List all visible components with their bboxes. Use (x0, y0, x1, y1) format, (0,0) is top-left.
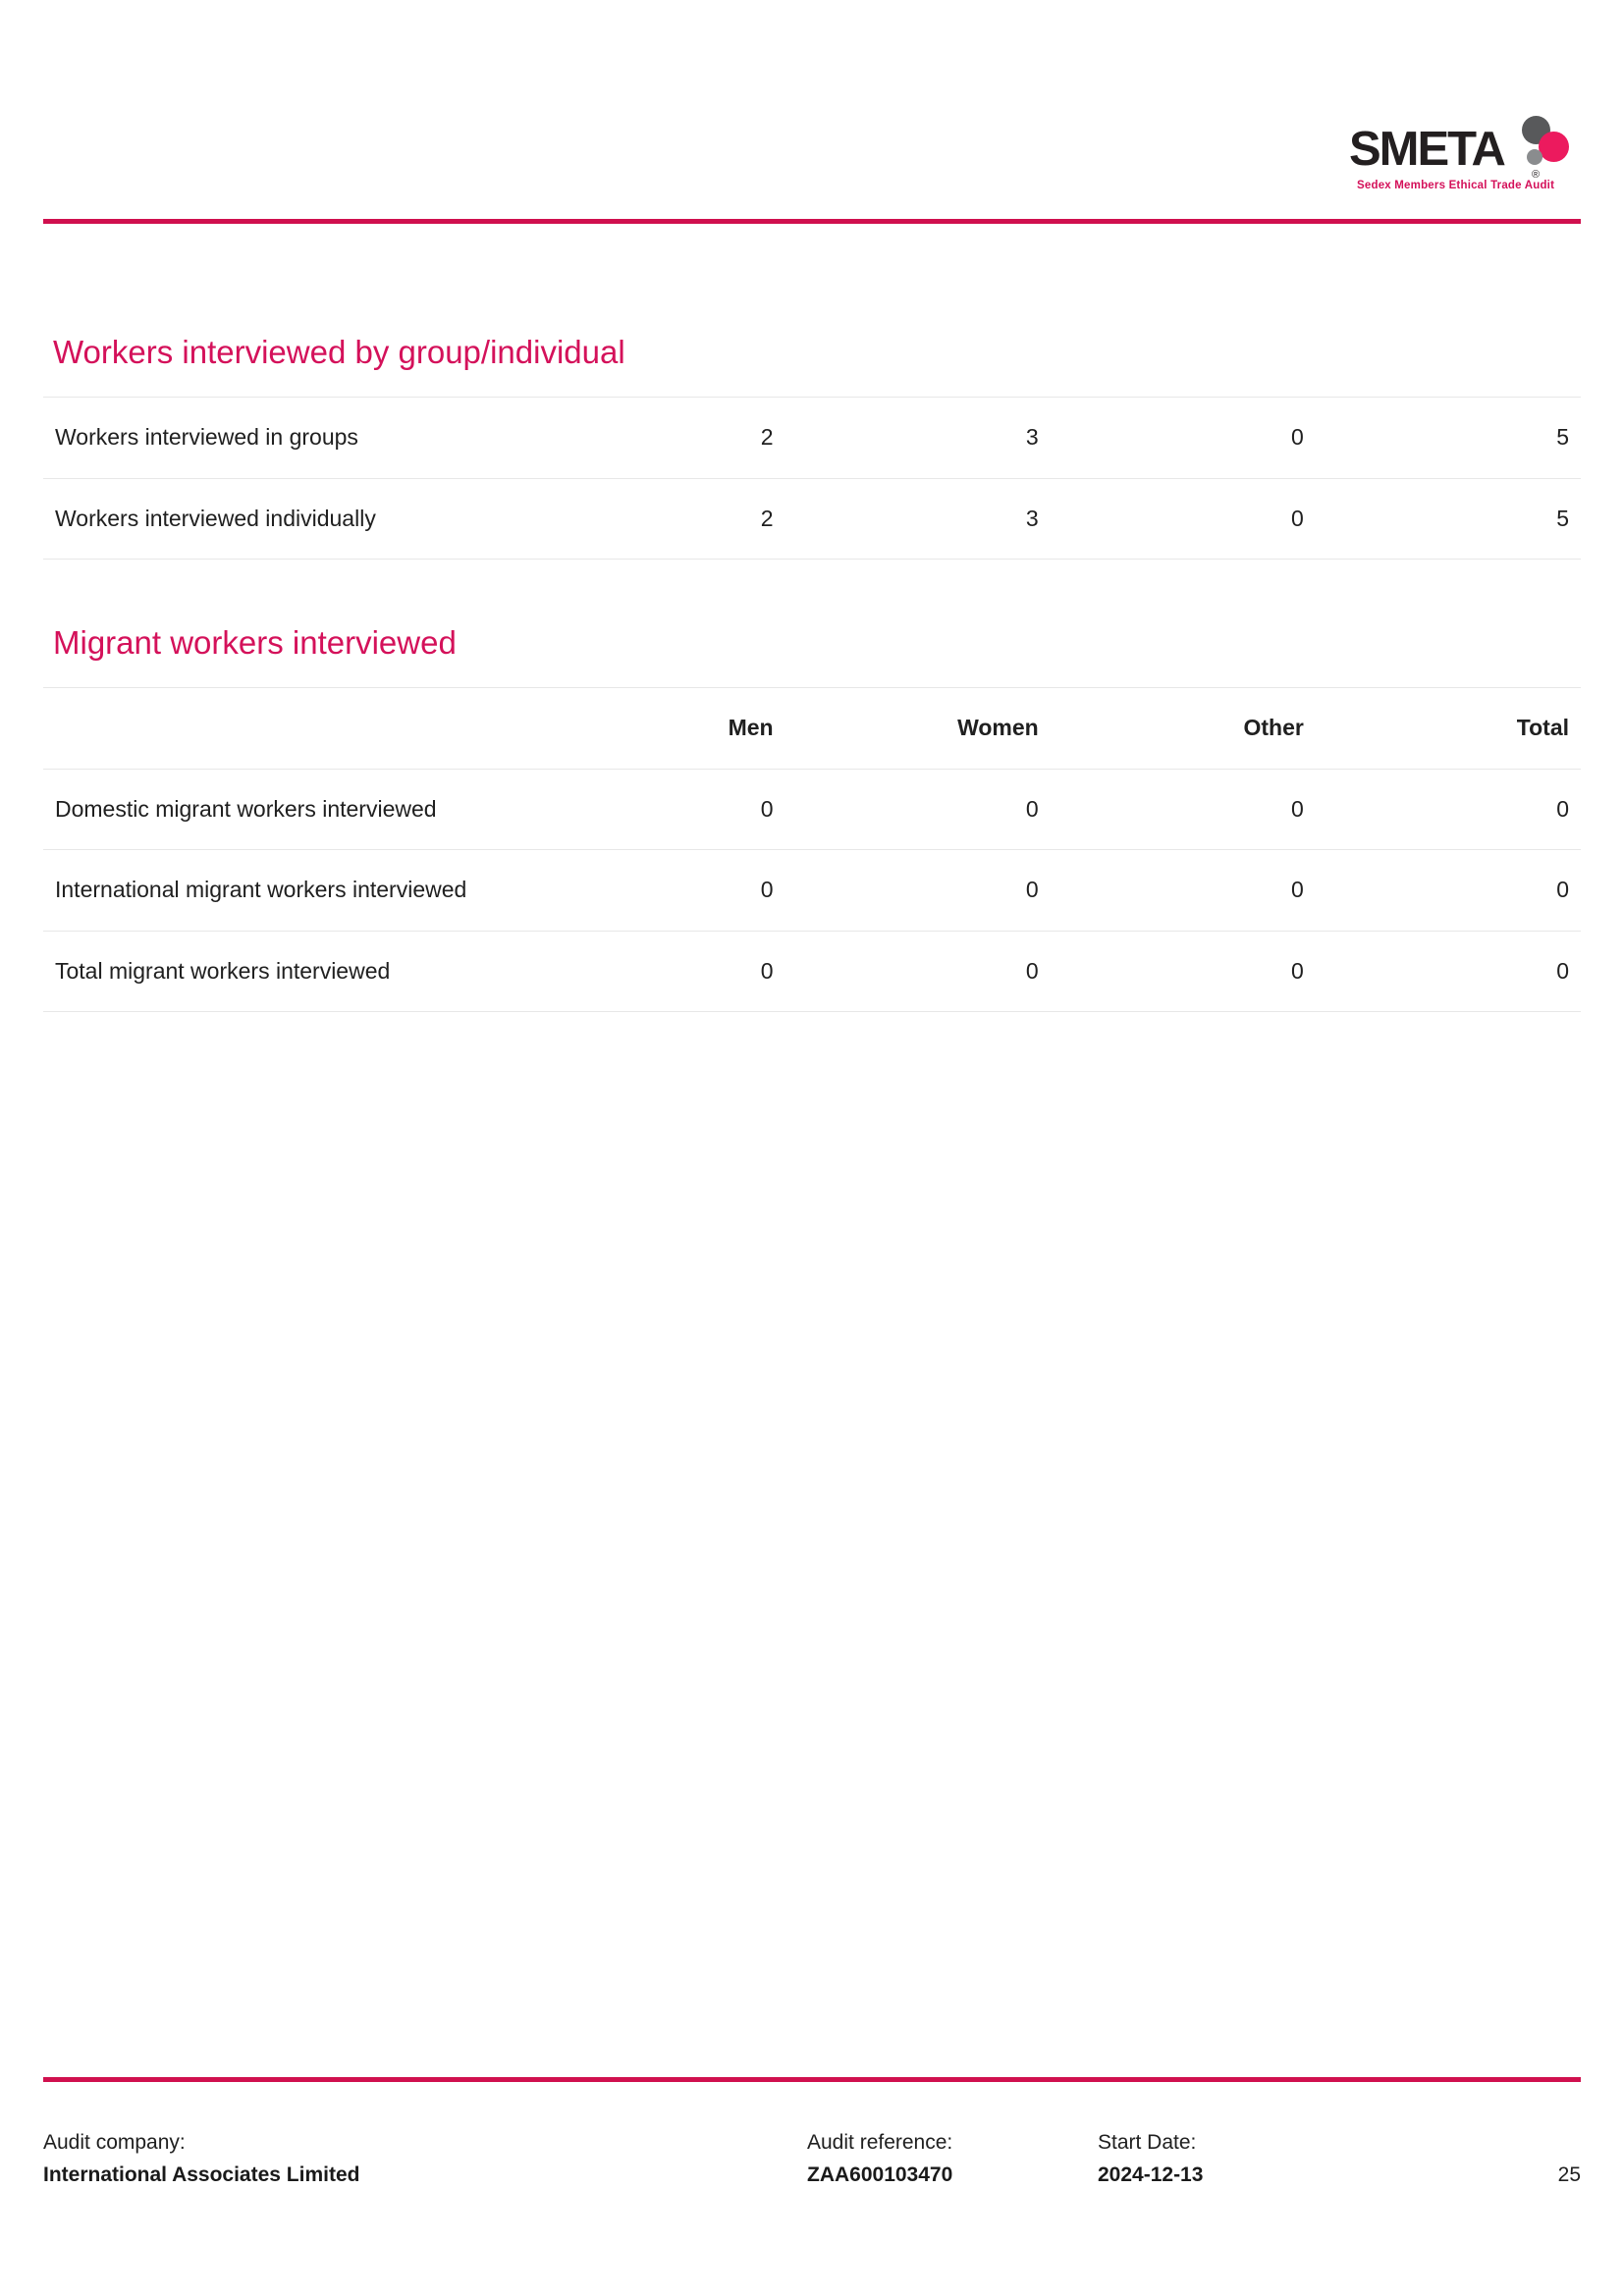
header-rule (43, 219, 1581, 224)
cell-men: 0 (760, 877, 774, 903)
column-header-empty (43, 688, 519, 770)
footer-start-date (1098, 2131, 1522, 2187)
table-row (43, 397, 1581, 478)
row-label: Workers interviewed individually (55, 505, 376, 531)
cell-other: 0 (1291, 795, 1304, 822)
page-content (0, 334, 1623, 1012)
table-row (43, 478, 1581, 560)
workers-by-group-table (43, 397, 1581, 560)
audit-reference-value: ZAA600103470 (807, 2163, 953, 2186)
start-date-value: 2024-12-13 (1098, 2163, 1204, 2186)
audit-reference-label: Audit reference: (807, 2131, 953, 2154)
row-label: Domestic migrant workers interviewed (55, 795, 437, 822)
cell-men: 0 (760, 795, 774, 822)
row-label: Workers interviewed in groups (55, 423, 358, 450)
cell-other: 0 (1291, 957, 1304, 984)
table-row (43, 850, 1581, 932)
footer-columns (43, 2131, 1581, 2187)
footer-rule (43, 2077, 1581, 2082)
column-header-men: Men (728, 715, 774, 741)
table-row (43, 769, 1581, 850)
start-date-label: Start Date: (1098, 2131, 1197, 2154)
footer-audit-reference (807, 2131, 1098, 2187)
cell-women: 0 (1025, 795, 1039, 822)
cell-other: 0 (1291, 505, 1304, 531)
audit-company-label: Audit company: (43, 2131, 186, 2154)
audit-company-value: International Associates Limited (43, 2163, 360, 2186)
table-row (43, 931, 1581, 1012)
cell-women: 3 (1025, 505, 1039, 531)
row-label: International migrant workers interviewed (55, 877, 467, 903)
logo-dot-small-gray-icon (1527, 149, 1542, 165)
page-header (0, 0, 1623, 198)
smeta-logo (1349, 110, 1581, 198)
cell-other: 0 (1291, 423, 1304, 450)
cell-total: 0 (1556, 795, 1569, 822)
cell-women: 0 (1025, 957, 1039, 984)
section-title-workers-by-group: Workers interviewed by group/individual (53, 334, 625, 370)
footer-audit-company (43, 2131, 807, 2187)
column-header-other: Other (1243, 715, 1304, 741)
cell-women: 0 (1025, 877, 1039, 903)
page-footer (43, 2077, 1581, 2187)
cell-total: 0 (1556, 957, 1569, 984)
section-title-migrant-workers: Migrant workers interviewed (53, 624, 457, 662)
cell-men: 2 (760, 423, 774, 450)
cell-men: 0 (760, 957, 774, 984)
cell-other: 0 (1291, 877, 1304, 903)
logo-tagline: Sedex Members Ethical Trade Audit (1357, 180, 1555, 191)
cell-total: 5 (1556, 423, 1569, 450)
logo-dot-pink-icon (1539, 132, 1569, 162)
cell-men: 2 (760, 505, 774, 531)
column-header-total: Total (1516, 715, 1569, 741)
cell-total: 0 (1556, 877, 1569, 903)
cell-total: 5 (1556, 505, 1569, 531)
column-header-women: Women (957, 715, 1039, 741)
registered-trademark-icon: ® (1532, 169, 1541, 181)
page-number: 25 (1557, 2163, 1581, 2186)
row-label: Total migrant workers interviewed (55, 957, 391, 984)
migrant-workers-table (43, 687, 1581, 1012)
cell-women: 3 (1025, 423, 1039, 450)
smeta-wordmark: SMETA (1349, 123, 1504, 176)
table-header-row (43, 688, 1581, 770)
